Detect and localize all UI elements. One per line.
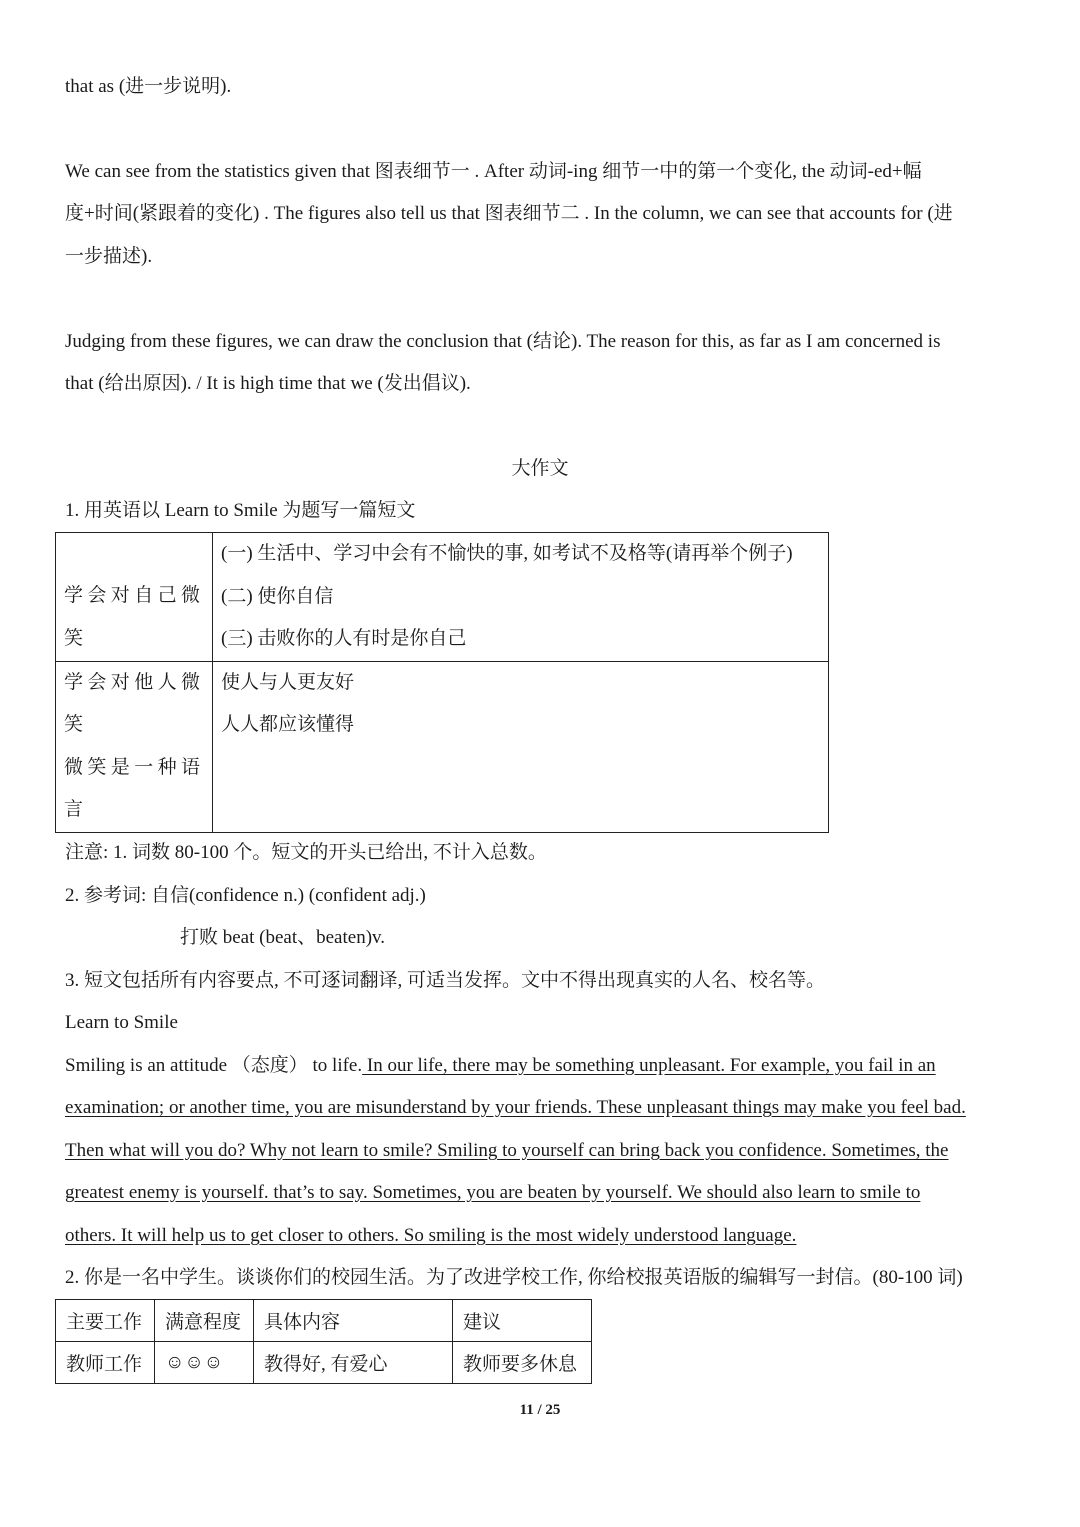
outline-point: 使人与人更友好 bbox=[221, 671, 355, 693]
stats-paragraph-line-1: We can see from the statistics given that 图表细节一 . After 动词-ing 细节一中的第一个变化, the 动词-ed+幅 bbox=[65, 161, 922, 182]
table-header: 具体内容 bbox=[254, 1300, 453, 1342]
essay-line-3: Then what will you do? Why not learn to smile? Smiling to yourself can bring back you confidence. Sometimes, the bbox=[65, 1140, 949, 1161]
table-row bbox=[56, 533, 829, 662]
table-cell-left bbox=[56, 533, 213, 662]
task1-heading: 1. 用英语以 Learn to Smile 为题写一篇短文 bbox=[65, 500, 416, 521]
stats-paragraph-line-2: 度+时间(紧跟着的变化) . The figures also tell us that 图表细节二 . In the column, we can see that accounts for (进 bbox=[65, 203, 953, 224]
essay-line-2: examination; or another time, you are misunderstand by your friends. These unpleasant things may make you feel bad. bbox=[65, 1097, 966, 1118]
note-1: 注意: 1. 词数 80-100 个。短文的开头已给出, 不计入总数。 bbox=[65, 842, 547, 863]
essay-line-4: greatest enemy is yourself. that’s to say. Sometimes, you are beaten by yourself. We should also learn to smile to bbox=[65, 1182, 921, 1203]
smiley-rating: ☺☺☺ bbox=[155, 1342, 254, 1384]
essay-line-5: others. It will help us to get closer to others. So smiling is the most widely understood language. bbox=[65, 1225, 797, 1246]
outline-point: (三) 击败你的人有时是你自己 bbox=[221, 628, 467, 649]
essay-line-1 bbox=[65, 1045, 1015, 1087]
table-cell-right bbox=[213, 661, 829, 832]
essay-start: Smiling is an attitude （态度） to life. bbox=[65, 1055, 363, 1076]
essay-title: Learn to Smile bbox=[65, 1012, 178, 1033]
section-title: 大作文 bbox=[511, 458, 569, 479]
task1-outline-table bbox=[55, 532, 829, 833]
left-label: 学会对他人微笑 bbox=[64, 671, 204, 735]
note-3: 3. 短文包括所有内容要点, 不可逐词翻译, 可适当发挥。文中不得出现真实的人名、校名等。 bbox=[65, 970, 826, 991]
conclusion-paragraph-line-1: Judging from these figures, we can draw the conclusion that (结论). The reason for this, as far as I am concerned is bbox=[65, 331, 941, 352]
table-cell: 教师要多休息 bbox=[453, 1342, 592, 1384]
table-row bbox=[56, 661, 829, 832]
table-header-row bbox=[56, 1300, 592, 1342]
left-label: 学会对自己微笑 bbox=[64, 585, 204, 649]
table-cell: 教得好, 有爱心 bbox=[254, 1342, 453, 1384]
table-cell: 教师工作 bbox=[56, 1342, 155, 1384]
intro-tail: that as (进一步说明). bbox=[65, 76, 232, 97]
note-2: 2. 参考词: 自信(confidence n.) (confident adj.) bbox=[65, 885, 426, 906]
outline-point: (二) 使你自信 bbox=[221, 585, 334, 607]
table-header: 满意程度 bbox=[155, 1300, 254, 1342]
task2-table bbox=[55, 1299, 592, 1384]
table-cell-left bbox=[56, 661, 213, 832]
table-cell-right bbox=[213, 533, 829, 662]
stats-paragraph-line-3: 一步描述). bbox=[65, 246, 153, 267]
conclusion-paragraph-line-2: that (给出原因). / It is high time that we (发出倡议). bbox=[65, 373, 471, 394]
left-label: 微笑是一种语言 bbox=[64, 756, 204, 820]
essay-underlined: In our life, there may be something unpleasant. For example, you fail in an bbox=[362, 1055, 936, 1076]
outline-point: 人人都应该懂得 bbox=[221, 714, 355, 735]
task2-heading: 2. 你是一名中学生。谈谈你们的校园生活。为了改进学校工作, 你给校报英语版的编辑写一封信。(80-100 词) bbox=[65, 1267, 963, 1288]
outline-point: (一) 生活中、学习中会有不愉快的事, 如考试不及格等(请再举个例子) bbox=[221, 543, 793, 564]
table-header: 建议 bbox=[453, 1300, 592, 1342]
page-number: 11 / 25 bbox=[519, 1402, 561, 1418]
table-row bbox=[56, 1342, 592, 1384]
table-header: 主要工作 bbox=[56, 1300, 155, 1342]
note-2-cont: 打败 beat (beat、beaten)v. bbox=[180, 927, 386, 948]
